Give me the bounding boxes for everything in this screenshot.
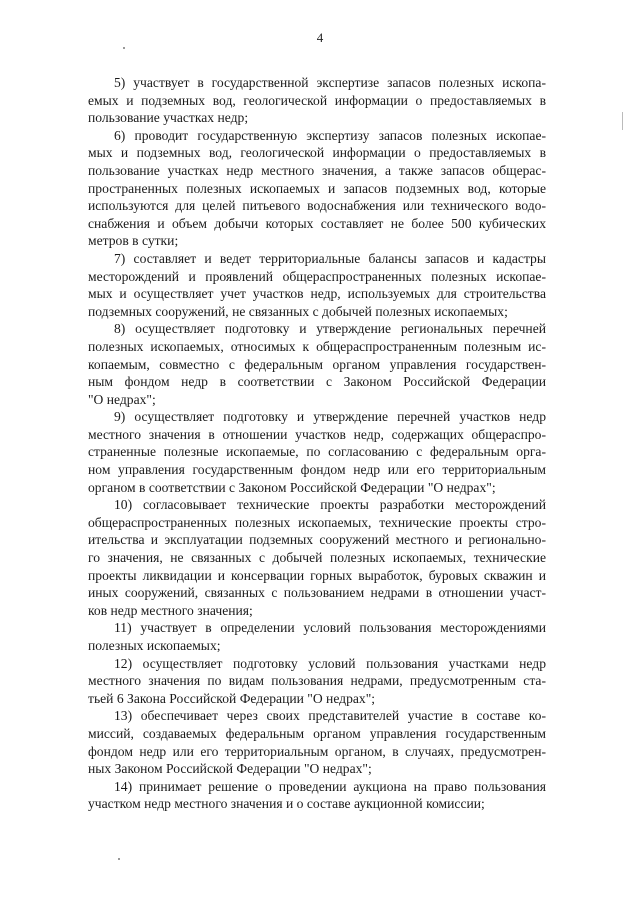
text-line: 14) принимает решение о проведении аукциона на право пользования: [114, 778, 546, 794]
body-text: [88, 74, 546, 813]
text-line: 8) осуществляет подготовку и утверждение региональных перечней: [114, 321, 546, 337]
text-line: подземных сооружений, не связанных с добычей полезных ископаемых;: [88, 303, 508, 319]
text-line: ков недр местного значения;: [88, 602, 253, 618]
text-line: местного значения по видам пользования недрами, предусмотренным ста-: [88, 673, 546, 689]
text-line: 10) согласовывает технические проекты разработки месторождений: [114, 497, 546, 513]
text-line: 5) участвует в государственной экспертизе запасов полезных ископа-: [114, 75, 546, 90]
text-line: мых и осуществляет учет участков недр, используемых для строительства: [88, 286, 546, 302]
scan-mark: [622, 112, 623, 130]
text-line: ном управления государственным фондом недр или его территориальным: [88, 462, 546, 478]
text-line: пользование участках недр;: [88, 110, 249, 126]
text-line: ных Законом Российской Федерации "О недрах";: [88, 761, 372, 777]
text-line: полезных ископаемых;: [88, 638, 221, 653]
scan-mark: [118, 858, 120, 860]
text-line: органом в соответствии с Законом Российской Федерации "О недрах";: [88, 479, 496, 495]
text-line: "О недрах";: [88, 391, 156, 407]
text-line: проекты ликвидации и консервации горных выработок, буровых скважин и: [88, 567, 546, 583]
text-line: тьей 6 Закона Российской Федерации "О недрах";: [88, 690, 376, 706]
text-line: страненные полезные ископаемые, по согласованию с федеральным орга-: [88, 444, 546, 460]
text-line: го значения, не связанных с добычей полезных ископаемых, технические: [88, 550, 546, 566]
text-line: мых и подземных вод, геологической информации о предоставляемых в: [88, 145, 546, 161]
page-number: 4: [316, 30, 324, 45]
text-line: ным фондом недр в соответствии с Законом Российской Федерации: [88, 374, 546, 390]
text-line: участком недр местного значения и о составе аукционной комиссии;: [88, 796, 485, 812]
text-line: миссий, создаваемых федеральным органом управления государственным: [88, 725, 546, 741]
text-line: общераспространенных полезных ископаемых, технические проекты стро-: [88, 514, 546, 530]
text-line: местного значения в отношении участков недр, содержащих общераспро-: [88, 426, 546, 442]
text-line: используются для целей питьевого водоснабжения или технического водо-: [88, 198, 546, 214]
text-line: фондом недр или его территориальным органом, в случаях, предусмотрен-: [88, 743, 546, 759]
text-line: 13) обеспечивает через своих представителей участие в составе ко-: [114, 708, 546, 724]
text-line: 11) участвует в определении условий пользования месторождениями: [114, 620, 546, 636]
text-line: пользование участках недр местного значения, а также запасов общерас-: [88, 162, 546, 178]
text-line: метров в сутки;: [88, 233, 179, 249]
scan-mark: [123, 47, 125, 49]
text-line: 6) проводит государственную экспертизу запасов полезных ископае-: [114, 127, 546, 143]
text-line: месторождений и проявлений общераспространенных полезных ископае-: [88, 268, 546, 284]
text-line: 7) составляет и ведет территориальные балансы запасов и кадастры: [114, 250, 546, 266]
text-line: ительства и эксплуатации подземных сооружений местного и регионально-: [88, 532, 546, 548]
text-line: емых и подземных вод, геологической информации о предоставляемых в: [88, 92, 546, 108]
text-line: копаемым, совместно с федеральным органом управления государствен-: [88, 356, 546, 372]
text-line: 12) осуществляет подготовку условий пользования участками недр: [114, 655, 546, 671]
text-line: пространенных полезных ископаемых и запасов подземных вод, которые: [88, 180, 546, 196]
text-line: снабжения и объем добычи которых составляет не более 500 кубических: [88, 215, 546, 231]
text-line: 9) осуществляет подготовку и утверждение перечней участков недр: [114, 409, 546, 425]
text-line: полезных ископаемых, относимых к общераспространенным полезным ис-: [88, 338, 546, 354]
text-line: иных сооружений, связанных с пользованием недрами в отношении участ-: [88, 585, 546, 601]
